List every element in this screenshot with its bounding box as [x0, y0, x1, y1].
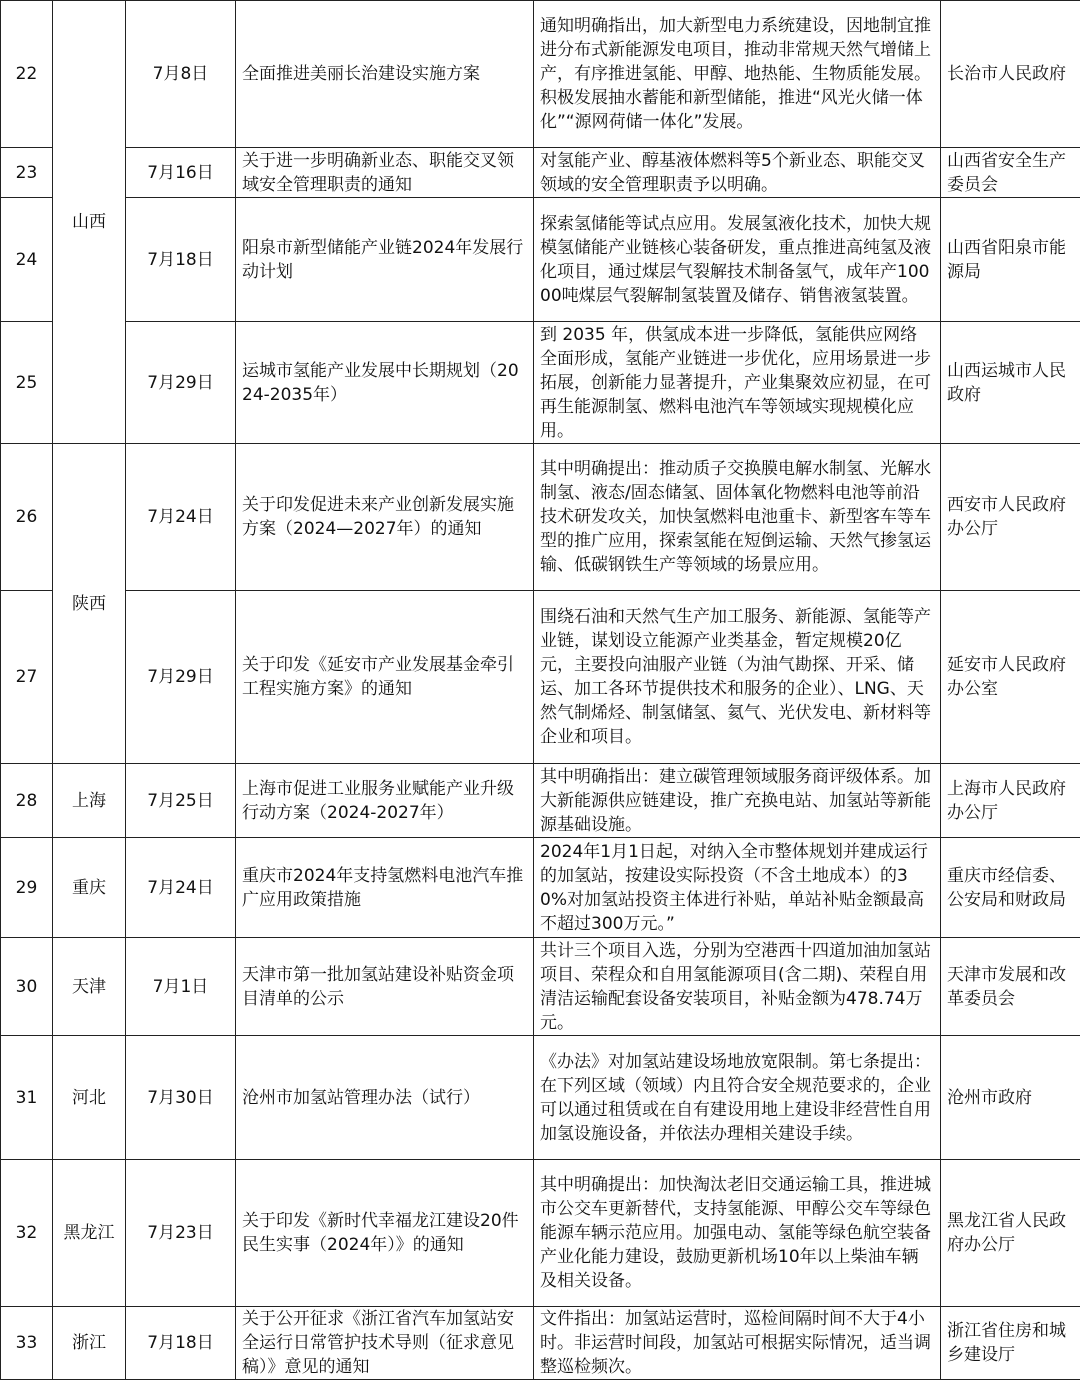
row-number: 31: [1, 1036, 53, 1160]
content-cell: 探索氢储能等试点应用。发展氢液化技术，加快大规模氢储能产业链核心装备研发，重点推进高纯氢及液化项目，通过煤层气裂解技术制备氢气，成年产10000吨煤层气裂解制氢装置及储存、销售液氢装置。: [534, 198, 941, 322]
date-cell: 7月29日: [126, 322, 236, 444]
title-cell: 关于印发《新时代幸福龙江建设20件民生实事（2024年）》的通知: [236, 1160, 534, 1307]
table-row: [1, 1036, 1080, 1160]
content-cell: 到 2035 年，供氢成本进一步降低，氢能供应网络全面形成，氢能产业链进一步优化，应用场景进一步拓展，创新能力显著提升，产业集聚效应初显，在可再生能源制氢、燃料电池汽车等领域实现规模化应用。: [534, 322, 941, 444]
table-row: [1, 591, 1080, 764]
row-number: 33: [1, 1307, 53, 1380]
title-cell: 关于印发促进未来产业创新发展实施方案（2024—2027年）的通知: [236, 444, 534, 591]
content-cell: 其中明确提出：推动质子交换膜电解水制氢、光解水制氢、液态/固态储氢、固体氧化物燃料电池等前沿技术研发攻关，加快氢燃料电池重卡、新型客车等车型的推广应用，探索氢能在短倒运输、天然气掺氢运输、低碳钢铁生产等领域的场景应用。: [534, 444, 941, 591]
region-cell: 重庆: [53, 838, 126, 938]
content-cell: 其中明确指出：建立碳管理领域服务商评级体系。加大新能源供应链建设，推广充换电站、加氢站等新能源基础设施。: [534, 764, 941, 838]
table-row: [1, 764, 1080, 838]
region-cell: 浙江: [53, 1307, 126, 1380]
row-number: 27: [1, 591, 53, 764]
region-cell: 黑龙江: [53, 1160, 126, 1307]
table-row: [1, 938, 1080, 1036]
content-cell: 其中明确提出：加快淘汰老旧交通运输工具，推进城市公交车更新替代，支持氢能源、甲醇公交车等绿色能源车辆示范应用。加强电动、氢能等绿色航空装备产业化能力建设，鼓励更新机场10年以上柴油车辆及相关设备。: [534, 1160, 941, 1307]
table-row: [1, 322, 1080, 444]
title-cell: 天津市第一批加氢站建设补贴资金项目清单的公示: [236, 938, 534, 1036]
row-number: 24: [1, 198, 53, 322]
table-row: [1, 1307, 1080, 1380]
content-cell: 围绕石油和天然气生产加工服务、新能源、氢能等产业链，谋划设立能源产业类基金，暂定规模20亿元，主要投向油服产业链（为油气勘探、开采、储运、加工各环节提供技术和服务的企业）、LNG、天然气制烯烃、制氢储氢、氦气、光伏发电、新材料等企业和项目。: [534, 591, 941, 764]
date-cell: 7月16日: [126, 148, 236, 198]
table-row: [1, 838, 1080, 938]
title-cell: 阳泉市新型储能产业链2024年发展行动计划: [236, 198, 534, 322]
row-number: 29: [1, 838, 53, 938]
date-cell: 7月23日: [126, 1160, 236, 1307]
row-number: 28: [1, 764, 53, 838]
issuer-cell: 延安市人民政府办公室: [941, 591, 1080, 764]
date-cell: 7月24日: [126, 838, 236, 938]
content-cell: 《办法》对加氢站建设场地放宽限制。第七条提出： 在下列区域（领域）内且符合安全规范要求的，企业可以通过租赁或在自有建设用地上建设非经营性自用加氢设施设备，并依法办理相关建设手续。: [534, 1036, 941, 1160]
issuer-cell: 山西省安全生产委员会: [941, 148, 1080, 198]
region-cell: 陕西: [53, 444, 126, 764]
row-number: 22: [1, 1, 53, 148]
issuer-cell: 长治市人民政府: [941, 1, 1080, 148]
issuer-cell: 黑龙江省人民政府办公厅: [941, 1160, 1080, 1307]
date-cell: 7月8日: [126, 1, 236, 148]
table-row: [1, 1, 1080, 148]
row-number: 26: [1, 444, 53, 591]
title-cell: 关于印发《延安市产业发展基金牵引工程实施方案》的通知: [236, 591, 534, 764]
issuer-cell: 沧州市政府: [941, 1036, 1080, 1160]
region-cell: 上海: [53, 764, 126, 838]
content-cell: 对氢能产业、醇基液体燃料等5个新业态、职能交叉领域的安全管理职责予以明确。: [534, 148, 941, 198]
content-cell: 2024年1月1日起，对纳入全市整体规划并建成运行的加氢站，按建设实际投资（不含土地成本）的30%对加氢站投资主体进行补贴，单站补贴金额最高不超过300万元。”: [534, 838, 941, 938]
issuer-cell: 天津市发展和改革委员会: [941, 938, 1080, 1036]
content-cell: 通知明确指出，加大新型电力系统建设，因地制宜推进分布式新能源发电项目，推动非常规天然气增储上产，有序推进氢能、甲醇、地热能、生物质能发展。积极发展抽水蓄能和新型储能，推进“风光火储一体化”“源网荷储一体化”发展。: [534, 1, 941, 148]
date-cell: 7月18日: [126, 1307, 236, 1380]
title-cell: 重庆市2024年支持氢燃料电池汽车推广应用政策措施: [236, 838, 534, 938]
region-cell: 河北: [53, 1036, 126, 1160]
table-row: [1, 1160, 1080, 1307]
content-cell: 共计三个项目入选，分别为空港西十四道加油加氢站项目、荣程众和自用氢能源项目(含二期)、荣程自用清洁运输配套设备安装项目，补贴金额为478.74万元。: [534, 938, 941, 1036]
title-cell: 运城市氢能产业发展中长期规划（2024-2035年）: [236, 322, 534, 444]
row-number: 30: [1, 938, 53, 1036]
issuer-cell: 山西运城市人民政府: [941, 322, 1080, 444]
date-cell: 7月1日: [126, 938, 236, 1036]
region-cell: 山西: [53, 1, 126, 444]
table-row: [1, 198, 1080, 322]
issuer-cell: 上海市人民政府办公厅: [941, 764, 1080, 838]
issuer-cell: 重庆市经信委、公安局和财政局: [941, 838, 1080, 938]
issuer-cell: 山西省阳泉市能源局: [941, 198, 1080, 322]
row-number: 23: [1, 148, 53, 198]
table-row: [1, 148, 1080, 198]
issuer-cell: 浙江省住房和城乡建设厅: [941, 1307, 1080, 1380]
date-cell: 7月25日: [126, 764, 236, 838]
title-cell: 上海市促进工业服务业赋能产业升级行动方案（2024-2027年）: [236, 764, 534, 838]
date-cell: 7月18日: [126, 198, 236, 322]
content-cell: 文件指出：加氢站运营时，巡检间隔时间不大于4小时。非运营时间段，加氢站可根据实际情况，适当调整巡检频次。: [534, 1307, 941, 1380]
row-number: 32: [1, 1160, 53, 1307]
title-cell: 关于进一步明确新业态、职能交叉领域安全管理职责的通知: [236, 148, 534, 198]
title-cell: 全面推进美丽长治建设实施方案: [236, 1, 534, 148]
date-cell: 7月29日: [126, 591, 236, 764]
date-cell: 7月24日: [126, 444, 236, 591]
issuer-cell: 西安市人民政府办公厅: [941, 444, 1080, 591]
title-cell: 沧州市加氢站管理办法（试行）: [236, 1036, 534, 1160]
row-number: 25: [1, 322, 53, 444]
date-cell: 7月30日: [126, 1036, 236, 1160]
table-row: [1, 444, 1080, 591]
region-cell: 天津: [53, 938, 126, 1036]
title-cell: 关于公开征求《浙江省汽车加氢站安全运行日常管护技术导则（征求意见稿）》意见的通知: [236, 1307, 534, 1380]
